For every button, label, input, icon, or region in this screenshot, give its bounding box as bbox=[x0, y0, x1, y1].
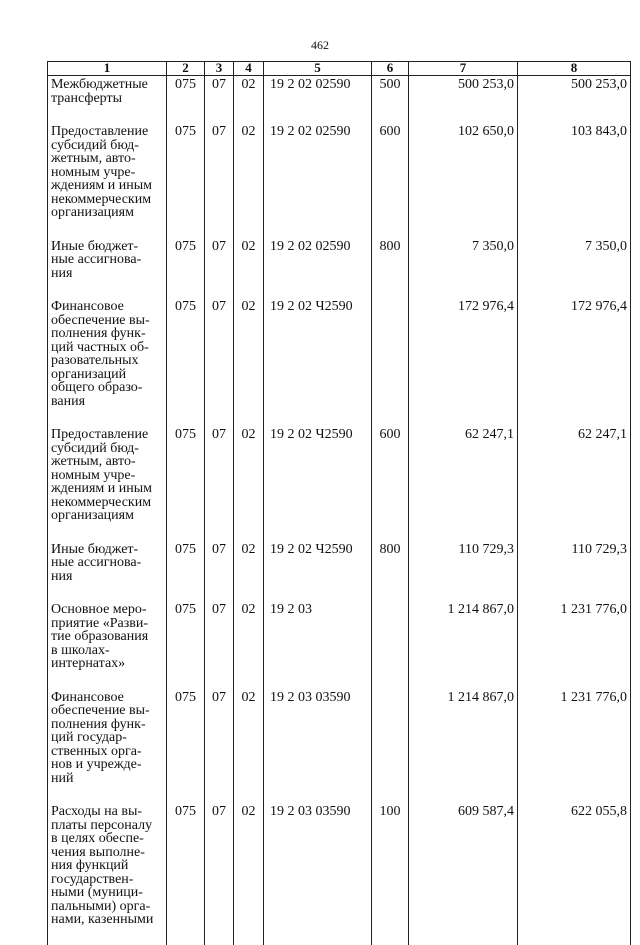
row-name-line: ственных орга- bbox=[51, 743, 142, 759]
row-name-line: обеспечение вы- bbox=[51, 703, 150, 718]
amount-year2-cell: 62 247,1 bbox=[518, 426, 631, 541]
row-name-line: платы персоналу bbox=[51, 817, 153, 833]
row-name-cell bbox=[48, 76, 167, 124]
row-name-line: нами, казенными bbox=[51, 912, 154, 927]
target-article-cell: 19 2 02 Ч2590 bbox=[264, 426, 372, 541]
subsection-code-cell: 02 bbox=[234, 238, 264, 299]
table-row bbox=[48, 803, 631, 945]
row-name-cell bbox=[48, 298, 167, 426]
row-name-line: общего образо- bbox=[51, 380, 143, 395]
budget-table bbox=[47, 61, 631, 945]
row-name-cell bbox=[48, 426, 167, 541]
column-header: 7 bbox=[409, 62, 518, 76]
amount-year1-cell: 110 729,3 bbox=[409, 541, 518, 602]
row-name-line: некоммерческим bbox=[51, 191, 152, 207]
table-body bbox=[48, 76, 631, 945]
subsection-code-cell: 02 bbox=[234, 601, 264, 689]
row-name-line: ний bbox=[51, 770, 74, 786]
subsection-code-cell: 02 bbox=[234, 123, 264, 238]
row-name-line: номным учре- bbox=[51, 164, 136, 180]
subsection-code-cell: 02 bbox=[234, 803, 264, 945]
target-article-cell: 19 2 02 02590 bbox=[264, 238, 372, 299]
subsection-code-cell: 02 bbox=[234, 541, 264, 602]
section-code-cell: 07 bbox=[205, 298, 234, 426]
column-header: 5 bbox=[264, 62, 372, 76]
amount-year1-cell: 102 650,0 bbox=[409, 123, 518, 238]
row-name-cell bbox=[48, 123, 167, 238]
row-name-line: трансферты bbox=[51, 90, 123, 106]
table-row bbox=[48, 541, 631, 602]
expense-type-cell bbox=[372, 298, 409, 426]
row-name-line: Предоставление bbox=[51, 124, 149, 139]
subsection-code-cell: 02 bbox=[234, 426, 264, 541]
expense-type-cell bbox=[372, 689, 409, 804]
row-name-cell bbox=[48, 803, 167, 945]
row-name-line: субсидий бюд- bbox=[51, 137, 139, 153]
target-article-cell: 19 2 02 Ч2590 bbox=[264, 541, 372, 602]
amount-year1-cell: 609 587,4 bbox=[409, 803, 518, 945]
row-name-line: Межбюджетные bbox=[51, 77, 148, 92]
target-article-cell: 19 2 03 03590 bbox=[264, 689, 372, 804]
column-header: 6 bbox=[372, 62, 409, 76]
amount-year1-cell: 62 247,1 bbox=[409, 426, 518, 541]
row-name-line: Предоставление bbox=[51, 427, 149, 442]
amount-year1-cell: 7 350,0 bbox=[409, 238, 518, 299]
row-name-line: Иные бюджет- bbox=[51, 541, 139, 557]
section-code-cell: 07 bbox=[205, 803, 234, 945]
amount-year1-cell: 500 253,0 bbox=[409, 76, 518, 124]
ministry-code-cell: 075 bbox=[167, 601, 205, 689]
subsection-code-cell: 02 bbox=[234, 298, 264, 426]
amount-year2-cell: 1 231 776,0 bbox=[518, 689, 631, 804]
expense-type-cell: 100 bbox=[372, 803, 409, 945]
table-row bbox=[48, 426, 631, 541]
row-name-line: государствен- bbox=[51, 871, 134, 887]
row-name-line: жетным, авто- bbox=[51, 454, 136, 469]
row-name-line: некоммерческим bbox=[51, 494, 152, 510]
section-code-cell: 07 bbox=[205, 689, 234, 804]
amount-year2-cell: 622 055,8 bbox=[518, 803, 631, 945]
row-name-cell bbox=[48, 689, 167, 804]
amount-year2-cell: 1 231 776,0 bbox=[518, 601, 631, 689]
amount-year1-cell: 1 214 867,0 bbox=[409, 601, 518, 689]
section-code-cell: 07 bbox=[205, 601, 234, 689]
section-code-cell: 07 bbox=[205, 76, 234, 124]
subsection-code-cell: 02 bbox=[234, 689, 264, 804]
target-article-cell: 19 2 03 bbox=[264, 601, 372, 689]
table-row bbox=[48, 123, 631, 238]
column-header: 8 bbox=[518, 62, 631, 76]
amount-year1-cell: 1 214 867,0 bbox=[409, 689, 518, 804]
row-name-line: субсидий бюд- bbox=[51, 440, 139, 456]
row-name-line: пальными) орга- bbox=[51, 898, 151, 914]
row-name-line: приятие «Разви- bbox=[51, 615, 149, 631]
table-row bbox=[48, 689, 631, 804]
table-row bbox=[48, 238, 631, 299]
amount-year2-cell: 103 843,0 bbox=[518, 123, 631, 238]
ministry-code-cell: 075 bbox=[167, 541, 205, 602]
row-name-line: ные ассигнова- bbox=[51, 252, 142, 267]
target-article-cell: 19 2 03 03590 bbox=[264, 803, 372, 945]
row-name-line: обеспечение вы- bbox=[51, 312, 150, 328]
row-name-line: ждениям и иным bbox=[51, 481, 153, 496]
row-name-line: вания bbox=[51, 393, 86, 409]
row-name-line: ные ассигнова- bbox=[51, 555, 142, 570]
ministry-code-cell: 075 bbox=[167, 803, 205, 945]
target-article-cell: 19 2 02 Ч2590 bbox=[264, 298, 372, 426]
expense-type-cell: 600 bbox=[372, 123, 409, 238]
amount-year2-cell: 7 350,0 bbox=[518, 238, 631, 299]
ministry-code-cell: 075 bbox=[167, 123, 205, 238]
amount-year1-cell: 172 976,4 bbox=[409, 298, 518, 426]
table-row bbox=[48, 601, 631, 689]
row-name-line: нов и учрежде- bbox=[51, 757, 142, 772]
row-name-line: организациям bbox=[51, 508, 134, 523]
section-code-cell: 07 bbox=[205, 426, 234, 541]
row-name-line: разовательных bbox=[51, 353, 139, 368]
expense-type-cell bbox=[372, 601, 409, 689]
ministry-code-cell: 075 bbox=[167, 689, 205, 804]
ministry-code-cell: 075 bbox=[167, 426, 205, 541]
ministry-code-cell: 075 bbox=[167, 298, 205, 426]
row-name-line: в целях обеспе- bbox=[51, 831, 144, 846]
row-name-line: ций государ- bbox=[51, 730, 127, 745]
ministry-code-cell: 075 bbox=[167, 76, 205, 124]
column-header: 3 bbox=[205, 62, 234, 76]
row-name-line: ния bbox=[51, 265, 73, 281]
ministry-code-cell: 075 bbox=[167, 238, 205, 299]
row-name-line: жетным, авто- bbox=[51, 151, 136, 166]
row-name-line: ния bbox=[51, 568, 73, 584]
row-name-line: тие образования bbox=[51, 629, 149, 644]
row-name-line: ния функций bbox=[51, 858, 129, 873]
expense-type-cell: 800 bbox=[372, 541, 409, 602]
row-name-line: полнения функ- bbox=[51, 326, 146, 341]
amount-year2-cell: 172 976,4 bbox=[518, 298, 631, 426]
expense-type-cell: 600 bbox=[372, 426, 409, 541]
row-name-line: ждениям и иным bbox=[51, 178, 153, 193]
row-name-cell bbox=[48, 541, 167, 602]
row-name-line: Иные бюджет- bbox=[51, 238, 139, 254]
subsection-code-cell: 02 bbox=[234, 76, 264, 124]
target-article-cell: 19 2 02 02590 bbox=[264, 76, 372, 124]
row-name-line: Финансовое bbox=[51, 299, 124, 314]
row-name-line: Расходы на вы- bbox=[51, 804, 143, 819]
row-name-line: Финансовое bbox=[51, 689, 124, 705]
page-number: 462 bbox=[311, 38, 329, 52]
row-name-line: ций частных об- bbox=[51, 339, 149, 355]
table-header-row bbox=[48, 62, 631, 76]
row-name-cell bbox=[48, 238, 167, 299]
row-name-line: полнения функ- bbox=[51, 716, 146, 732]
row-name-line: интернатах» bbox=[51, 656, 126, 671]
section-code-cell: 07 bbox=[205, 541, 234, 602]
column-header: 1 bbox=[48, 62, 167, 76]
section-code-cell: 07 bbox=[205, 123, 234, 238]
amount-year2-cell: 110 729,3 bbox=[518, 541, 631, 602]
section-code-cell: 07 bbox=[205, 238, 234, 299]
row-name-line: организаций bbox=[51, 366, 127, 382]
column-header: 2 bbox=[167, 62, 205, 76]
row-name-line: номным учре- bbox=[51, 467, 136, 483]
row-name-line: ными (муници- bbox=[51, 885, 143, 900]
row-name-line: чения выполне- bbox=[51, 844, 145, 860]
row-name-line: организациям bbox=[51, 205, 134, 220]
amount-year2-cell: 500 253,0 bbox=[518, 76, 631, 124]
row-name-line: Основное меро- bbox=[51, 602, 147, 617]
row-name-cell bbox=[48, 601, 167, 689]
target-article-cell: 19 2 02 02590 bbox=[264, 123, 372, 238]
table-row bbox=[48, 76, 631, 124]
column-header: 4 bbox=[234, 62, 264, 76]
expense-type-cell: 500 bbox=[372, 76, 409, 124]
table-row bbox=[48, 298, 631, 426]
row-name-line: в школах- bbox=[51, 642, 110, 658]
expense-type-cell: 800 bbox=[372, 238, 409, 299]
